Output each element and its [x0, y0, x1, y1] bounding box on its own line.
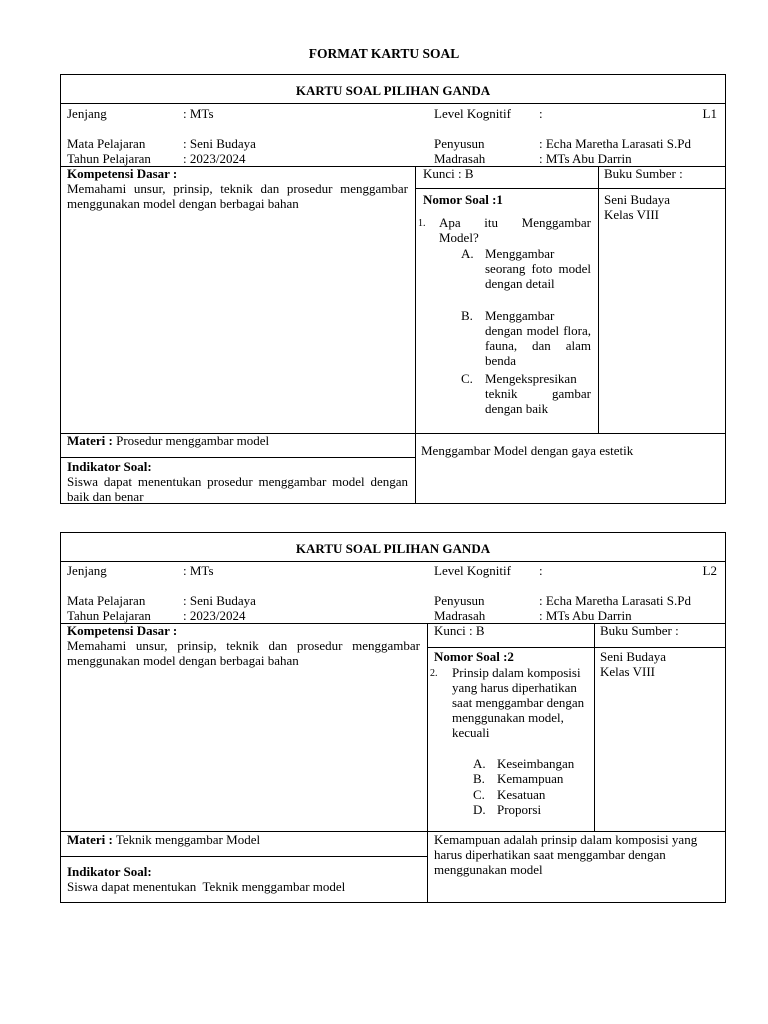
indikator-label: Indikator Soal:: [67, 864, 152, 879]
option-letter: D.: [473, 802, 486, 817]
level-value: L2: [702, 563, 717, 578]
option-text: Menggambar dengan model flora, fauna, dan alam benda: [485, 308, 591, 368]
penyusun-value: : Echa Maretha Larasati S.Pd: [539, 136, 691, 151]
buku-label: Buku Sumber :: [600, 623, 679, 638]
tahun-value: : 2023/2024: [183, 151, 246, 166]
tahun-label: Tahun Pelajaran: [67, 151, 151, 166]
nomor-soal: Nomor Soal :2: [434, 649, 514, 664]
penyusun-label: Penyusun: [434, 593, 485, 608]
mapel-value: : Seni Budaya: [183, 593, 256, 608]
materi-label: Materi :: [67, 433, 113, 448]
question-number: 2.: [430, 668, 438, 679]
materi: [67, 433, 269, 448]
option-text: Kemampuan: [497, 771, 564, 786]
mapel-label: Mata Pelajaran: [67, 136, 146, 151]
answer-text: Kemampuan adalah prinsip dalam komposisi yang harus diperhatikan saat menggambar dengan menggunakan model: [434, 832, 698, 877]
buku-label: Buku Sumber :: [604, 166, 683, 181]
buku-value-1: Seni Budaya: [600, 649, 667, 664]
document-title: FORMAT KARTU SOAL: [308, 46, 460, 61]
madrasah-value: : MTs Abu Darrin: [539, 151, 632, 166]
option-text: Mengekspresikan teknik gambar dengan baik: [485, 371, 591, 416]
level-colon: :: [539, 106, 543, 121]
divider: [427, 647, 725, 648]
indikator-label: Indikator Soal:: [67, 459, 152, 474]
option-letter: B.: [461, 308, 473, 323]
option-letter: C.: [473, 787, 485, 802]
nomor-soal: Nomor Soal :1: [423, 192, 503, 207]
option-letter: C.: [461, 371, 473, 386]
mapel-label: Mata Pelajaran: [67, 593, 146, 608]
kd-text: Memahami unsur, prinsip, teknik dan prosedur menggambar menggunakan model dengan berbagai bahan: [67, 181, 408, 211]
divider: [61, 457, 415, 458]
indikator-text: Siswa dapat menentukan Teknik menggambar model: [67, 879, 346, 894]
tahun-value: : 2023/2024: [183, 608, 246, 623]
question-text: Prinsip dalam komposisi yang harus diperhatikan saat menggambar dengan menggunakan model, kecuali: [452, 665, 585, 740]
kunci: Kunci : B: [423, 166, 474, 181]
divider: [61, 103, 725, 104]
question-card-2: [60, 532, 726, 903]
penyusun-label: Penyusun: [434, 136, 485, 151]
kunci: Kunci : B: [434, 623, 485, 638]
option-text: Proporsi: [497, 802, 542, 817]
kd-label: Kompetensi Dasar :: [67, 623, 178, 638]
materi-value: Prosedur menggambar model: [116, 433, 270, 448]
madrasah-value: : MTs Abu Darrin: [539, 608, 632, 623]
option-text: Keseimbangan: [497, 756, 575, 771]
option-text: Menggambar seorang foto model dengan detail: [485, 246, 591, 291]
option-letter: A.: [461, 246, 474, 261]
buku-value-2: Kelas VIII: [604, 207, 659, 222]
question-text: Apa itu Menggambar Model?: [439, 215, 591, 245]
option-letter: B.: [473, 771, 485, 786]
column-divider: [415, 166, 416, 503]
madrasah-label: Madrasah: [434, 151, 486, 166]
card-title: KARTU SOAL PILIHAN GANDA: [295, 83, 491, 98]
materi-value: Teknik menggambar Model: [115, 832, 261, 847]
card-title: KARTU SOAL PILIHAN GANDA: [295, 541, 491, 556]
question-number: 1.: [418, 218, 426, 229]
kd-text: Memahami unsur, prinsip, teknik dan prosedur menggambar menggunakan model dengan berbagai bahan: [67, 638, 420, 668]
divider: [415, 188, 725, 189]
level-value: L1: [702, 106, 717, 121]
question-card-1: [60, 74, 726, 504]
indikator-text: Siswa dapat menentukan prosedur menggambar model dengan baik dan benar: [67, 474, 408, 504]
column-divider: [427, 623, 428, 902]
jenjang-value: : MTs: [183, 563, 214, 578]
penyusun-value: : Echa Maretha Larasati S.Pd: [539, 593, 691, 608]
level-colon: :: [539, 563, 543, 578]
divider: [61, 856, 427, 857]
materi: [67, 832, 260, 847]
tahun-label: Tahun Pelajaran: [67, 608, 151, 623]
option-text: Kesatuan: [497, 787, 546, 802]
column-divider: [598, 166, 599, 433]
jenjang-label: Jenjang: [67, 106, 107, 121]
jenjang-label: Jenjang: [67, 563, 107, 578]
answer-text: Menggambar Model dengan gaya estetik: [421, 443, 634, 458]
mapel-value: : Seni Budaya: [183, 136, 256, 151]
option-letter: A.: [473, 756, 486, 771]
buku-value-2: Kelas VIII: [600, 664, 655, 679]
buku-value-1: Seni Budaya: [604, 192, 671, 207]
kd-label: Kompetensi Dasar :: [67, 166, 178, 181]
level-label: Level Kognitif: [434, 563, 511, 578]
materi-label: Materi :: [67, 832, 113, 847]
madrasah-label: Madrasah: [434, 608, 486, 623]
divider: [61, 561, 725, 562]
jenjang-value: : MTs: [183, 106, 214, 121]
level-label: Level Kognitif: [434, 106, 511, 121]
